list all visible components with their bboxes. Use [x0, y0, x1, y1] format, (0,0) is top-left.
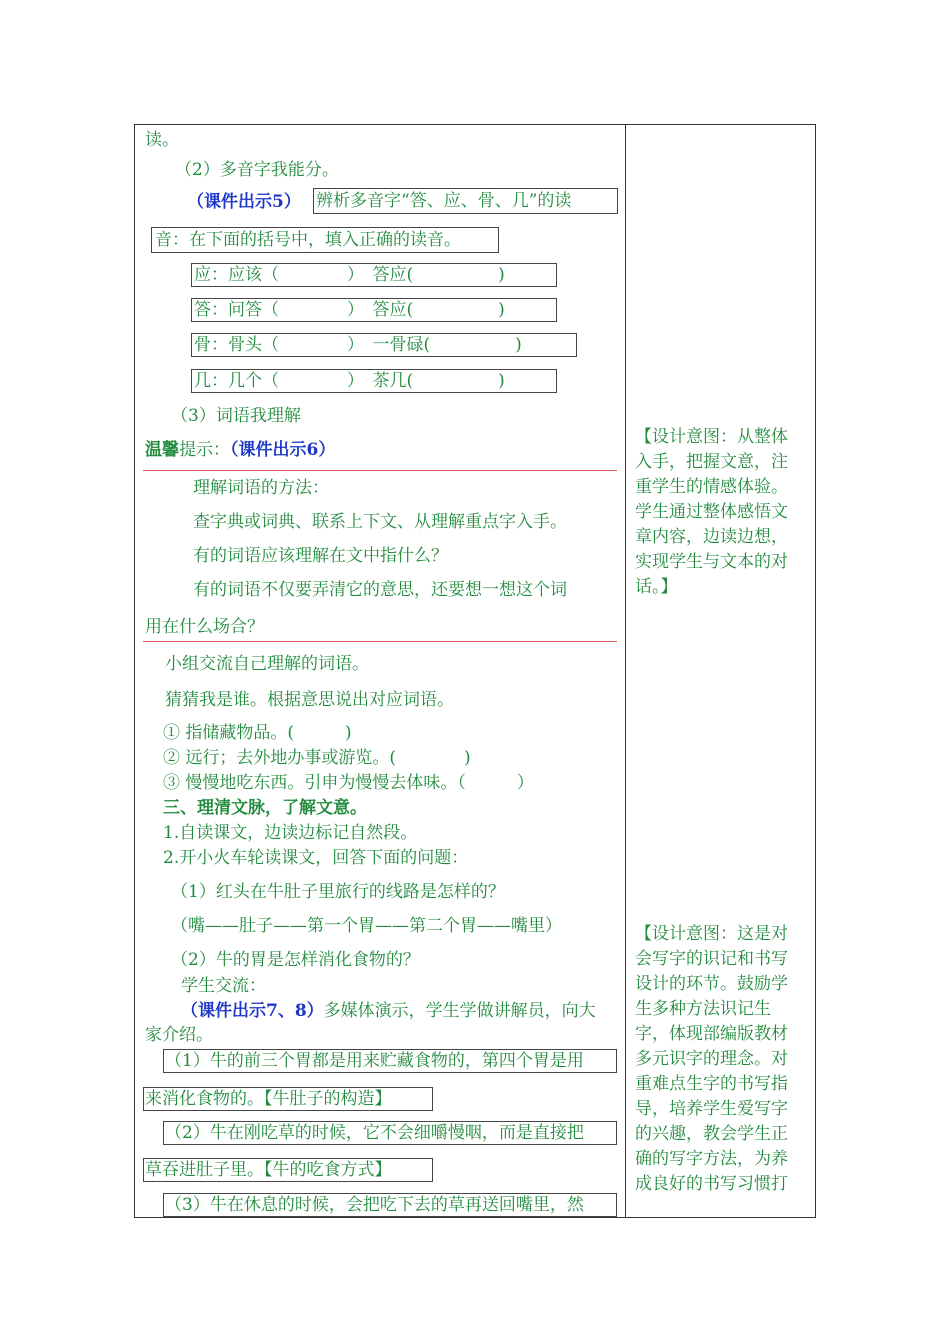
group-line: 小组交流自己理解的词语。 — [165, 654, 369, 674]
design-note-1-line: 入手，把握文意，注 — [635, 452, 788, 472]
question-2: （2）牛的胃是怎样消化食物的？ — [171, 950, 420, 970]
polyphone-da: 答：问答（ ） 答应( ) — [194, 300, 505, 320]
design-note-1 — [635, 425, 810, 600]
answer-1: （嘴——肚子——第一个胃——第二个胃——嘴里） — [171, 916, 562, 936]
summary-2-line-2: 草吞进肚子里。【牛的吃食方式】 — [145, 1160, 392, 1180]
design-note-2-line: 【设计意图：这是对 — [635, 924, 788, 944]
item3-title: （3）词语我理解 — [171, 406, 301, 426]
lesson-table — [134, 124, 816, 1218]
design-note-2 — [635, 922, 810, 1197]
design-note-2-line: 的兴趣，教会学生正 — [635, 1124, 788, 1144]
design-note-1-line: 学生通过整体感悟文 — [635, 502, 788, 522]
polyphone-ying: 应：应该（ ） 答应( ) — [194, 265, 505, 285]
design-note-2-line: 多元识字的理念。对 — [635, 1049, 788, 1069]
design-note-2-line: 生多种方法识记生 — [635, 999, 771, 1019]
summary-2-line-1: （2）牛在刚吃草的时候，它不会细嚼慢咽，而是直接把 — [165, 1123, 584, 1143]
tip-line-5: 用在什么场合？ — [145, 617, 264, 637]
tip-label — [145, 439, 335, 461]
design-note-2-line: 成良好的书写习惯打 — [635, 1174, 788, 1194]
summary-1-line-2: 来消化食物的。【牛肚子的构造】 — [145, 1089, 392, 1109]
step-2: 2.开小火车轮读课文，回答下面的问题： — [163, 848, 469, 868]
kejian5-text1: 辨析多音字“答、应、骨、几”的读 — [316, 191, 572, 211]
kejian5-text2: 音：在下面的括号中，填入正确的读音。 — [155, 230, 461, 250]
kejian78-line — [181, 1000, 596, 1022]
tip-bottom-rule — [143, 641, 617, 642]
tip-top-rule — [143, 470, 617, 471]
item2-title: （2）多音字我能分。 — [175, 160, 339, 180]
guess-line: 猜猜我是谁。根据意思说出对应词语。 — [165, 690, 454, 710]
polyphone-ji: 几：几个（ ） 茶几( ) — [194, 371, 505, 391]
guess-item-3: ③ 慢慢地吃东西。引申为慢慢去体味。（ ） — [163, 773, 534, 793]
guess-item-1: ① 指储藏物品。( ) — [163, 723, 352, 743]
section3-title: 三、理清文脉，了解文意。 — [163, 798, 367, 818]
design-note-1-line: 章内容，边读边想， — [635, 527, 788, 547]
tip-label-a: 温馨 — [145, 440, 179, 460]
design-note-1-line: 实现学生与文本的对 — [635, 552, 788, 572]
design-note-2-line: 导，培养学生爱写字 — [635, 1099, 788, 1119]
tip-line-2: 查字典或词典、联系上下文、从理解重点字入手。 — [193, 512, 567, 532]
design-note-1-line: 【设计意图：从整体 — [635, 427, 788, 447]
student-exchange: 学生交流： — [181, 976, 266, 996]
step-1: 1.自读课文，边读边标记自然段。 — [163, 823, 418, 843]
tip-line-1: 理解词语的方法： — [193, 478, 329, 498]
kejian6-label: （课件出示6） — [230, 440, 336, 460]
tip-line-3: 有的词语应该理解在文中指什么？ — [193, 546, 448, 566]
tip-line-4: 有的词语不仅要弄清它的意思，还要想一想这个词 — [193, 580, 567, 600]
text-du: 读。 — [145, 130, 179, 150]
kejian78-label: （课件出示7、8） — [181, 1001, 324, 1021]
question-1: （1）红头在牛肚子里旅行的线路是怎样的？ — [171, 882, 505, 902]
summary-3-line-1: （3）牛在休息的时候，会把吃下去的草再送回嘴里，然 — [165, 1195, 584, 1215]
design-note-1-line: 话。】 — [635, 577, 678, 597]
kejian78-text1: 多媒体演示，学生学做讲解员，向大 — [323, 1001, 596, 1021]
design-note-1-line: 重学生的情感体验。 — [635, 477, 788, 497]
design-note-2-line: 字，体现部编版教材 — [635, 1024, 788, 1044]
design-note-2-line: 会写字的识记和书写 — [635, 949, 788, 969]
design-note-2-line: 设计的环节。鼓励学 — [635, 974, 788, 994]
column-divider — [625, 125, 626, 1217]
guess-item-2: ② 远行；去外地办事或游览。( ) — [163, 748, 471, 768]
design-note-2-line: 确的写字方法，为养 — [635, 1149, 788, 1169]
kejian5-label: （课件出示5） — [187, 192, 301, 212]
design-note-2-line: 重难点生字的书写指 — [635, 1074, 788, 1094]
tip-label-b: 提示： — [179, 440, 230, 460]
summary-1-line-1: （1）牛的前三个胃都是用来贮藏食物的，第四个胃是用 — [165, 1051, 584, 1071]
kejian78-text2: 家介绍。 — [145, 1025, 213, 1045]
polyphone-gu: 骨：骨头（ ） 一骨碌( ) — [194, 335, 522, 355]
